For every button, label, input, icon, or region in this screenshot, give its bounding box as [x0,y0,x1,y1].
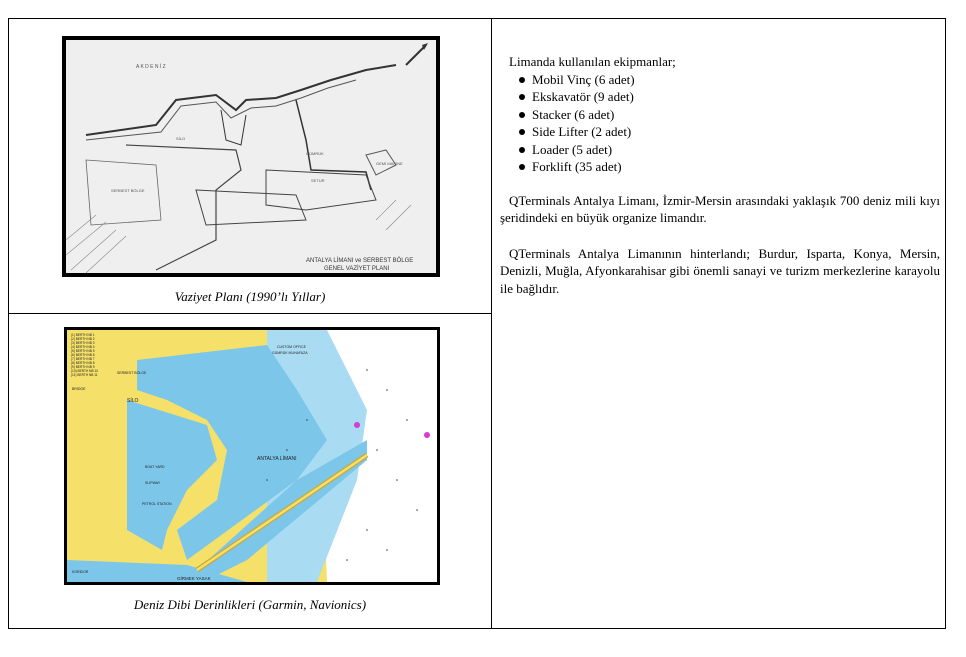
map-label-custom-office: CUSTOM OFFICE [277,345,306,349]
map-label-coast-guard: GÜMRÜK MUHAFAZA [272,351,308,355]
equipment-item: Loader (5 adet) [500,141,940,159]
berth-label: (3) BERTH NB 3 [71,341,95,345]
equipment-item: Forklift (35 adet) [500,158,940,176]
map-label-free-zone-2: SERBEST BÖLGE [117,371,147,375]
berth-label: (10) BERTH NB 10 [71,369,99,373]
description-text [500,53,940,297]
berth-label: (2) BERTH NB 2 [71,337,95,341]
caption-depth-chart: Deniz Dibi Derinlikleri (Garmin, Navionics) [133,597,367,612]
map-label-slipway: SLIPWAY [145,481,161,485]
map-title-line1: ANTALYA LİMANI ve SERBEST BÖLGE [306,258,414,264]
equipment-item: Stacker (6 adet) [500,106,940,124]
map-label-customs: GÜMRÜK [306,151,324,156]
equipment-list [500,71,940,176]
map-label-free-zone: SERBEST BÖLGE [111,188,145,193]
berth-label: (9) BERTH NB 9 [71,365,95,369]
map-label-no-entry: GİRMEK YASAK [177,576,211,581]
site-plan-image [62,36,440,277]
berth-label: (11) BERTH NB 11 [71,373,98,377]
site-plan-drawing [66,40,436,273]
cell-site-plan [9,19,491,313]
equipment-item: Side Lifter (2 adet) [500,123,940,141]
berth-label: (1) BERTH NB 1 [71,333,95,337]
equipment-intro: Limanda kullanılan ekipmanlar; [509,54,676,69]
berth-label: (8) BERTH NB 8 [71,361,95,365]
berth-label: (5) BERTH NB 5 [71,349,95,353]
equipment-item: Mobil Vinç (6 adet) [500,71,940,89]
depth-chart-drawing [67,330,437,582]
depth-chart-image [64,327,440,585]
map-title-line2: GENEL VAZİYET PLANI [324,266,390,272]
cell-description [492,19,946,629]
map-label-bridge: BRIDGE [72,387,86,391]
map-label-setur: SETUR [311,178,325,183]
berth-label: (4) BERTH NB 4 [71,345,95,349]
berth-label: (6) BERTH NB 6 [71,353,95,357]
map-label-sea: A K D E N İ Z [136,64,166,70]
map-label-silo: SİLO [176,136,186,141]
layout-table [8,18,946,629]
cell-depth-chart [9,314,491,629]
caption-site-plan: Vaziyet Planı (1990’lı Yıllar) [174,289,326,304]
paragraph-port-size: QTerminals Antalya Limanı, İzmir-Mersin arasındaki yaklaşık 700 deniz mili kıyı şeridindeki en büyük organize limandır. [500,192,940,225]
map-label-petrol: PETROL STATION [142,502,172,506]
map-label-silo-2: SİLO [127,398,139,404]
berth-label: (7) BERTH NB 7 [71,357,95,361]
equipment-item: Ekskavatör (9 adet) [500,88,940,106]
map-label-shipyard: GEMİ MAKİNE [376,161,403,166]
map-label-boat-yard: BOAT YARD [145,465,165,469]
map-label-corridor: KORİDOR [72,570,89,574]
map-label-port-name: ANTALYA LİMANI [257,456,297,462]
paragraph-hinterland: QTerminals Antalya Limanının hinterlandı; Burdur, Isparta, Konya, Mersin, Denizli, Muğla, Afyonkarahisar gibi önemli sanayi ve turizm merkezlerine karayolu ile bağlıdır. [500,245,940,296]
